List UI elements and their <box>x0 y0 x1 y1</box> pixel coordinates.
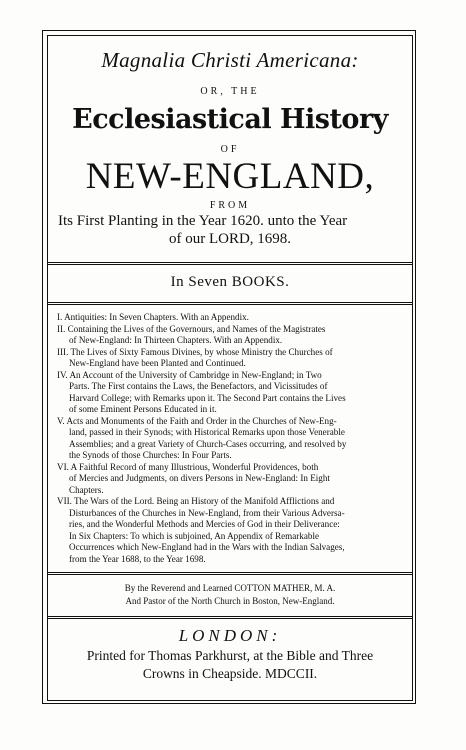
book-line: IV. An Account of the University of Cambridge in New-England; in Two <box>57 370 322 380</box>
first-planting-line-1: Its First Planting in the Year 1620. unto the Year <box>58 213 348 229</box>
book-line: VI. A Faithful Record of many Illustrious, Wonderful Providences, both <box>57 462 319 472</box>
new-england-title: NEW-ENGLAND, <box>85 156 375 197</box>
book-line: III. The Lives of Sixty Famous Divines, by whose Ministry the Churches of <box>57 347 333 357</box>
book-line: of Mercies and Judgments, on divers Persons in New-England: In Eight <box>69 473 330 483</box>
book-line: ries, and the Wonderful Methods and Mercies of God in their Deliverance: <box>69 519 340 529</box>
divider-rule-3 <box>47 572 413 575</box>
book-line: Harvard College; with Remarks upon it. The Second Part contains the Lives <box>69 393 346 403</box>
book-line: II. Containing the Lives of the Governours, and Names of the Magistrates <box>57 324 326 334</box>
divider-rule-4 <box>47 616 413 619</box>
book-line: Occurrences which New-England had in the Wars with the Indian Salvages, <box>69 542 345 552</box>
book-line: Parts. The First contains the Laws, the Benefactors, and Vicissitudes of <box>69 381 328 391</box>
seven-books-heading: In Seven BOOKS. <box>170 274 290 290</box>
author-line-1: By the Reverend and Learned COTTON MATHER, M. A. <box>124 583 336 593</box>
book-line: V. Acts and Monuments of the Faith and Order in the Churches of New-Eng- <box>57 416 337 426</box>
book-line: Chapters. <box>69 485 104 495</box>
main-title: Magnalia Christi Americana: <box>101 48 359 72</box>
book-line: Assemblies; and a great Variety of Church-Cases occurring, and resolved by <box>69 439 347 449</box>
divider-rule-1 <box>47 262 413 265</box>
first-planting-line-2: of our LORD, 1698. <box>168 231 292 247</box>
title-or: OR, THE <box>200 86 260 97</box>
book-line: of New-England: In Thirteen Chapters. With an Appendix. <box>69 335 283 345</box>
book-line: I. Antiquities: In Seven Chapters. With an Appendix. <box>57 312 249 322</box>
imprint-line-2: Crowns in Cheapside. MDCCII. <box>142 666 318 681</box>
book-line: the Synods of those Churches: In Four Parts. <box>69 450 232 460</box>
book-line: VII. The Wars of the Lord. Being an History of the Manifold Afflictions and <box>57 496 335 506</box>
book-line: New-England have been Planted and Continued. <box>69 358 246 368</box>
book-line: from the Year 1688, to the Year 1698. <box>69 554 206 564</box>
title-from: FROM <box>209 200 251 211</box>
ecclesiastical-history-title: Ecclesiastical History <box>72 104 388 135</box>
imprint-line-1: Printed for Thomas Parkhurst, at the Bible and Three <box>86 648 374 663</box>
book-line: of some Eminent Persons Educated in it. <box>69 404 217 414</box>
title-of: OF <box>220 144 240 155</box>
book-line: Disturbances of the Churches in New-England, from their Various Adversa- <box>69 508 345 518</box>
divider-rule-2 <box>47 302 413 305</box>
imprint-london: LONDON: <box>178 626 282 645</box>
book-line: land, passed in their Synods; with Historical Remarks upon those Venerable <box>69 427 345 437</box>
author-line-2: And Pastor of the North Church in Boston, New-England. <box>125 596 335 606</box>
book-line: In Six Chapters: To which is subjoined, An Appendix of Remarkable <box>69 531 320 541</box>
